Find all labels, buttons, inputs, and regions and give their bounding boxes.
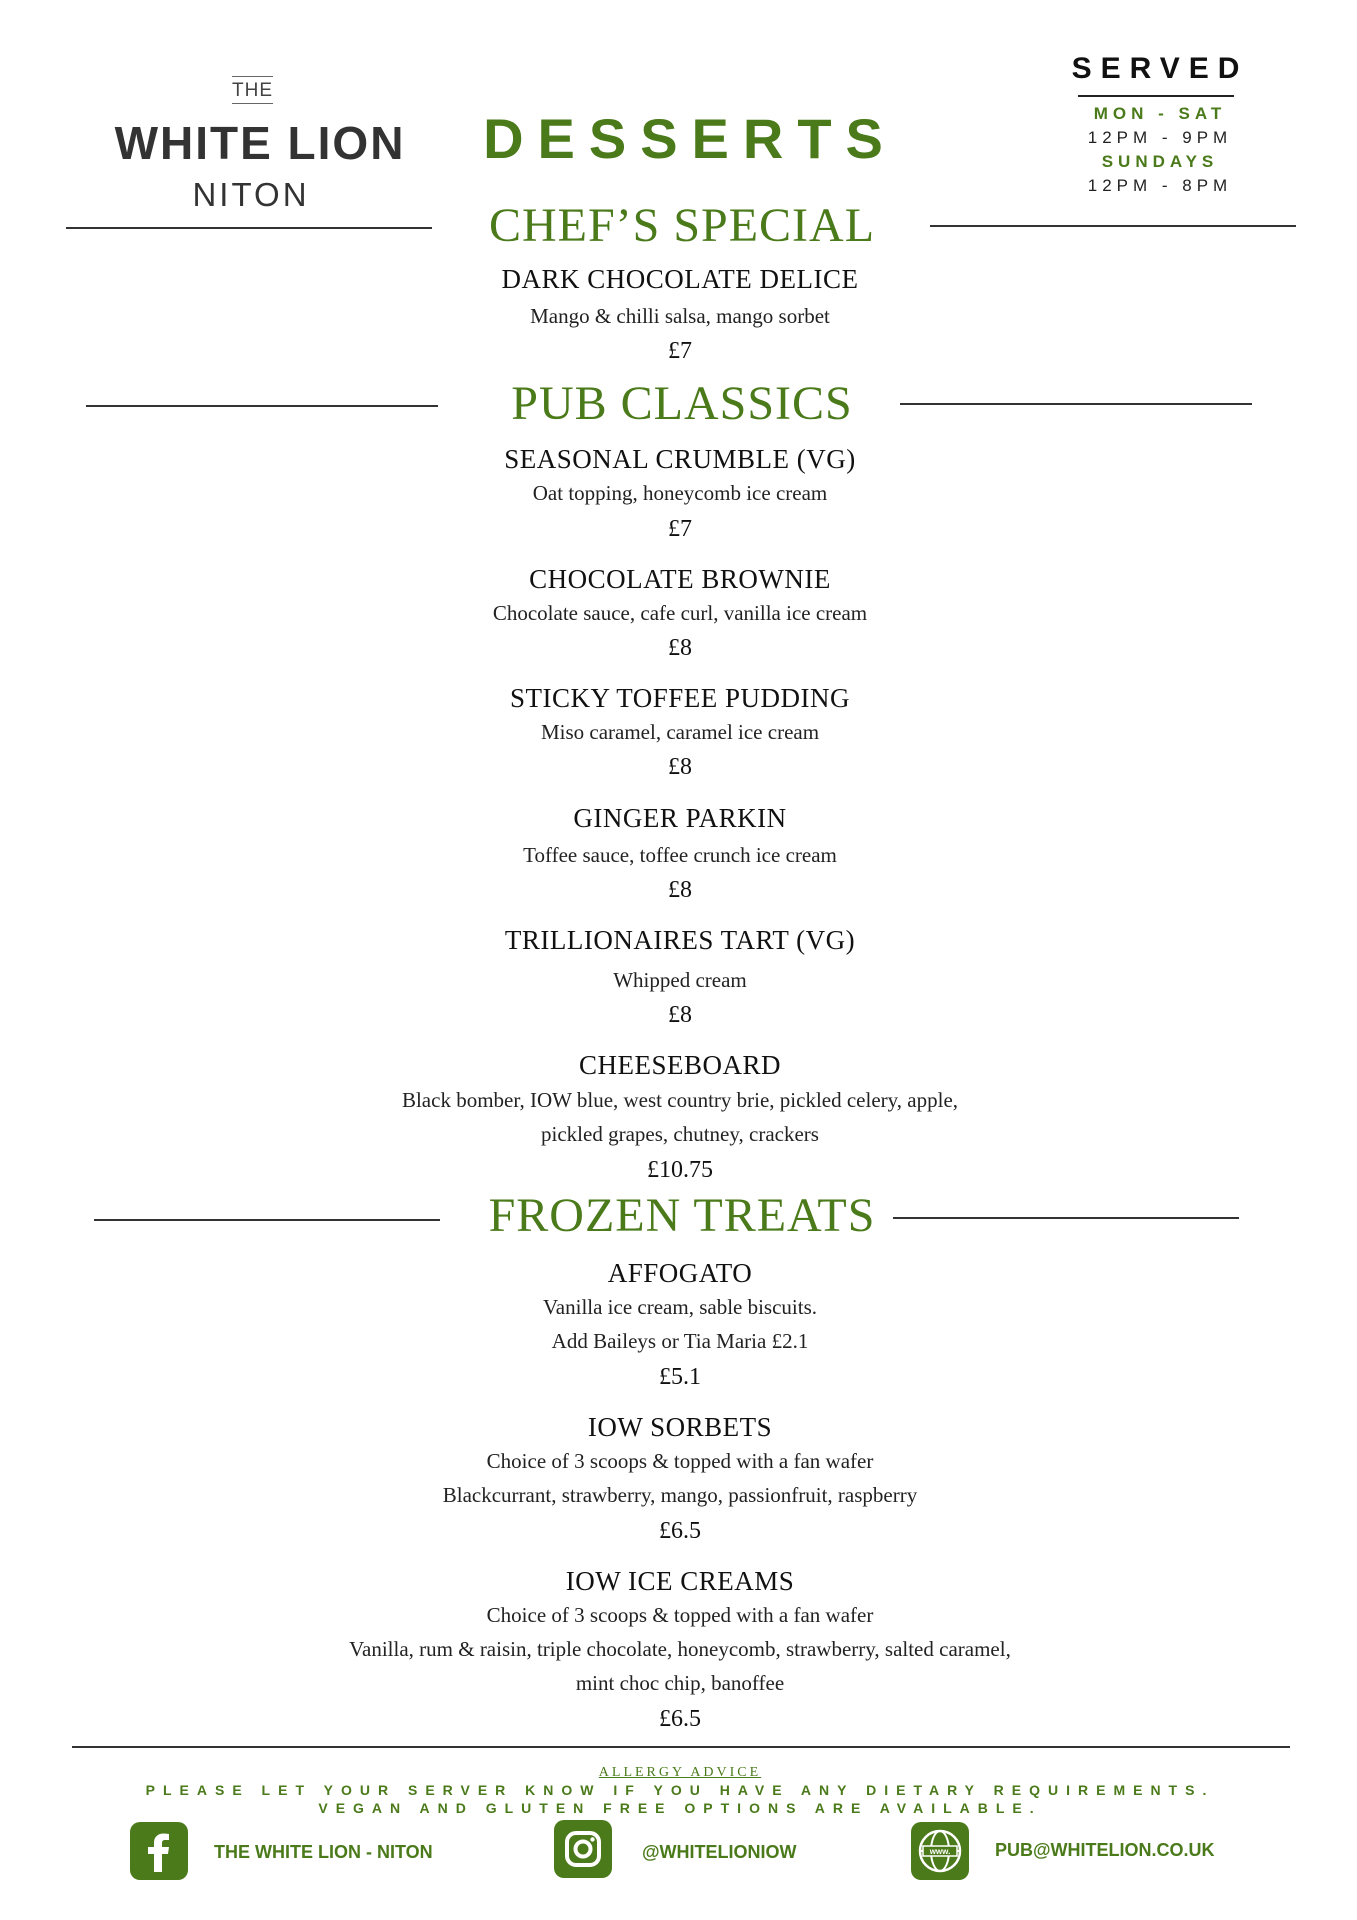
menu-item-desc: Oat topping, honeycomb ice cream [532, 481, 828, 505]
menu-item-name: IOW ICE CREAMS [565, 1566, 795, 1596]
menu-item-desc: Vanilla ice cream, sable biscuits. [542, 1295, 818, 1319]
section-heading-frozen-treats: FROZEN TREATS [488, 1189, 876, 1242]
menu-item-name: CHEESEBOARD [578, 1050, 781, 1080]
served-sun-label: SUNDAYS [1101, 152, 1219, 171]
menu-item-desc: Miso caramel, caramel ice cream [540, 720, 820, 744]
menu-item-desc: Blackcurrant, strawberry, mango, passionfruit, raspberry [442, 1483, 918, 1507]
menu-item-desc: Choice of 3 scoops & topped with a fan wafer [486, 1603, 874, 1627]
menu-item-price: £8 [668, 1002, 692, 1028]
menu-item-name: CHOCOLATE BROWNIE [529, 564, 831, 594]
menu-item-desc: pickled grapes, chutney, crackers [541, 1122, 819, 1146]
menu-item-price: £7 [668, 516, 692, 542]
menu-item-desc: mint choc chip, banoffee [575, 1671, 785, 1695]
menu-item-name: AFFOGATO [607, 1258, 753, 1288]
instagram-icon[interactable] [554, 1820, 612, 1878]
section-rule-right [930, 225, 1296, 227]
served-mon-sat-label: MON - SAT [1093, 104, 1227, 123]
allergy-advice-line-2: VEGAN AND GLUTEN FREE OPTIONS ARE AVAILABLE. [318, 1800, 1042, 1816]
menu-item-name: TRILLIONAIRES TART (VG) [504, 925, 856, 955]
instagram-link[interactable]: @WHITELIONIOW [642, 1842, 797, 1862]
menu-item-price: £8 [668, 754, 692, 780]
menu-item-price: £7 [668, 338, 692, 364]
served-mon-sat-time: 12PM - 9PM [1087, 128, 1233, 147]
allergy-advice-line-1: PLEASE LET YOUR SERVER KNOW IF YOU HAVE ANY DIETARY REQUIREMENTS. [145, 1782, 1215, 1798]
served-title: SERVED [1071, 52, 1249, 85]
menu-item-price: £6.5 [659, 1706, 701, 1732]
footer-divider [72, 1746, 1290, 1748]
logo-town: NITON [192, 176, 310, 213]
facebook-icon[interactable] [130, 1822, 188, 1880]
logo-the-underline [232, 103, 273, 104]
facebook-link[interactable]: THE WHITE LION - NITON [214, 1842, 433, 1862]
served-divider [1078, 95, 1234, 97]
menu-item-name: DARK CHOCOLATE DELICE [501, 264, 859, 294]
logo-the-overline [232, 76, 273, 77]
menu-item-desc: Add Baileys or Tia Maria £2.1 [551, 1329, 809, 1353]
section-heading-chefs-special: CHEF’S SPECIAL [488, 199, 876, 252]
menu-item-desc: Toffee sauce, toffee crunch ice cream [523, 843, 837, 867]
allergy-advice-title: ALLERGY ADVICE [598, 1765, 762, 1780]
menu-item-price: £8 [668, 877, 692, 903]
logo-name: WHITE LION [114, 117, 406, 169]
menu-item-price: £5.1 [659, 1364, 701, 1390]
menu-item-name: STICKY TOFFEE PUDDING [509, 683, 851, 713]
page-title: DESSERTS [483, 107, 897, 170]
section-heading-pub-classics: PUB CLASSICS [511, 377, 853, 430]
served-sun-time: 12PM - 8PM [1087, 176, 1233, 195]
menu-item-price: £8 [668, 635, 692, 661]
menu-item-name: IOW SORBETS [587, 1412, 773, 1442]
menu-item-name: GINGER PARKIN [573, 803, 787, 833]
menu-item-desc: Mango & chilli salsa, mango sorbet [530, 304, 830, 328]
menu-item-desc: Vanilla, rum & raisin, triple chocolate, honeycomb, strawberry, salted caramel, [349, 1637, 1011, 1661]
globe-icon-label: www. [929, 1847, 951, 1856]
email-link[interactable]: PUB@WHITELION.CO.UK [995, 1840, 1215, 1860]
menu-item-desc: Choice of 3 scoops & topped with a fan wafer [486, 1449, 874, 1473]
menu-item-desc: Chocolate sauce, cafe curl, vanilla ice cream [492, 601, 868, 625]
logo-the: THE [232, 80, 273, 101]
menu-item-desc: Whipped cream [613, 968, 747, 992]
menu-item-price: £10.75 [647, 1157, 713, 1183]
menu-item-price: £6.5 [659, 1518, 701, 1544]
menu-item-name: SEASONAL CRUMBLE (VG) [504, 444, 856, 474]
section-rule-left [66, 227, 432, 229]
menu-item-desc: Black bomber, IOW blue, west country brie, pickled celery, apple, [401, 1088, 959, 1112]
globe-icon[interactable] [911, 1822, 969, 1880]
